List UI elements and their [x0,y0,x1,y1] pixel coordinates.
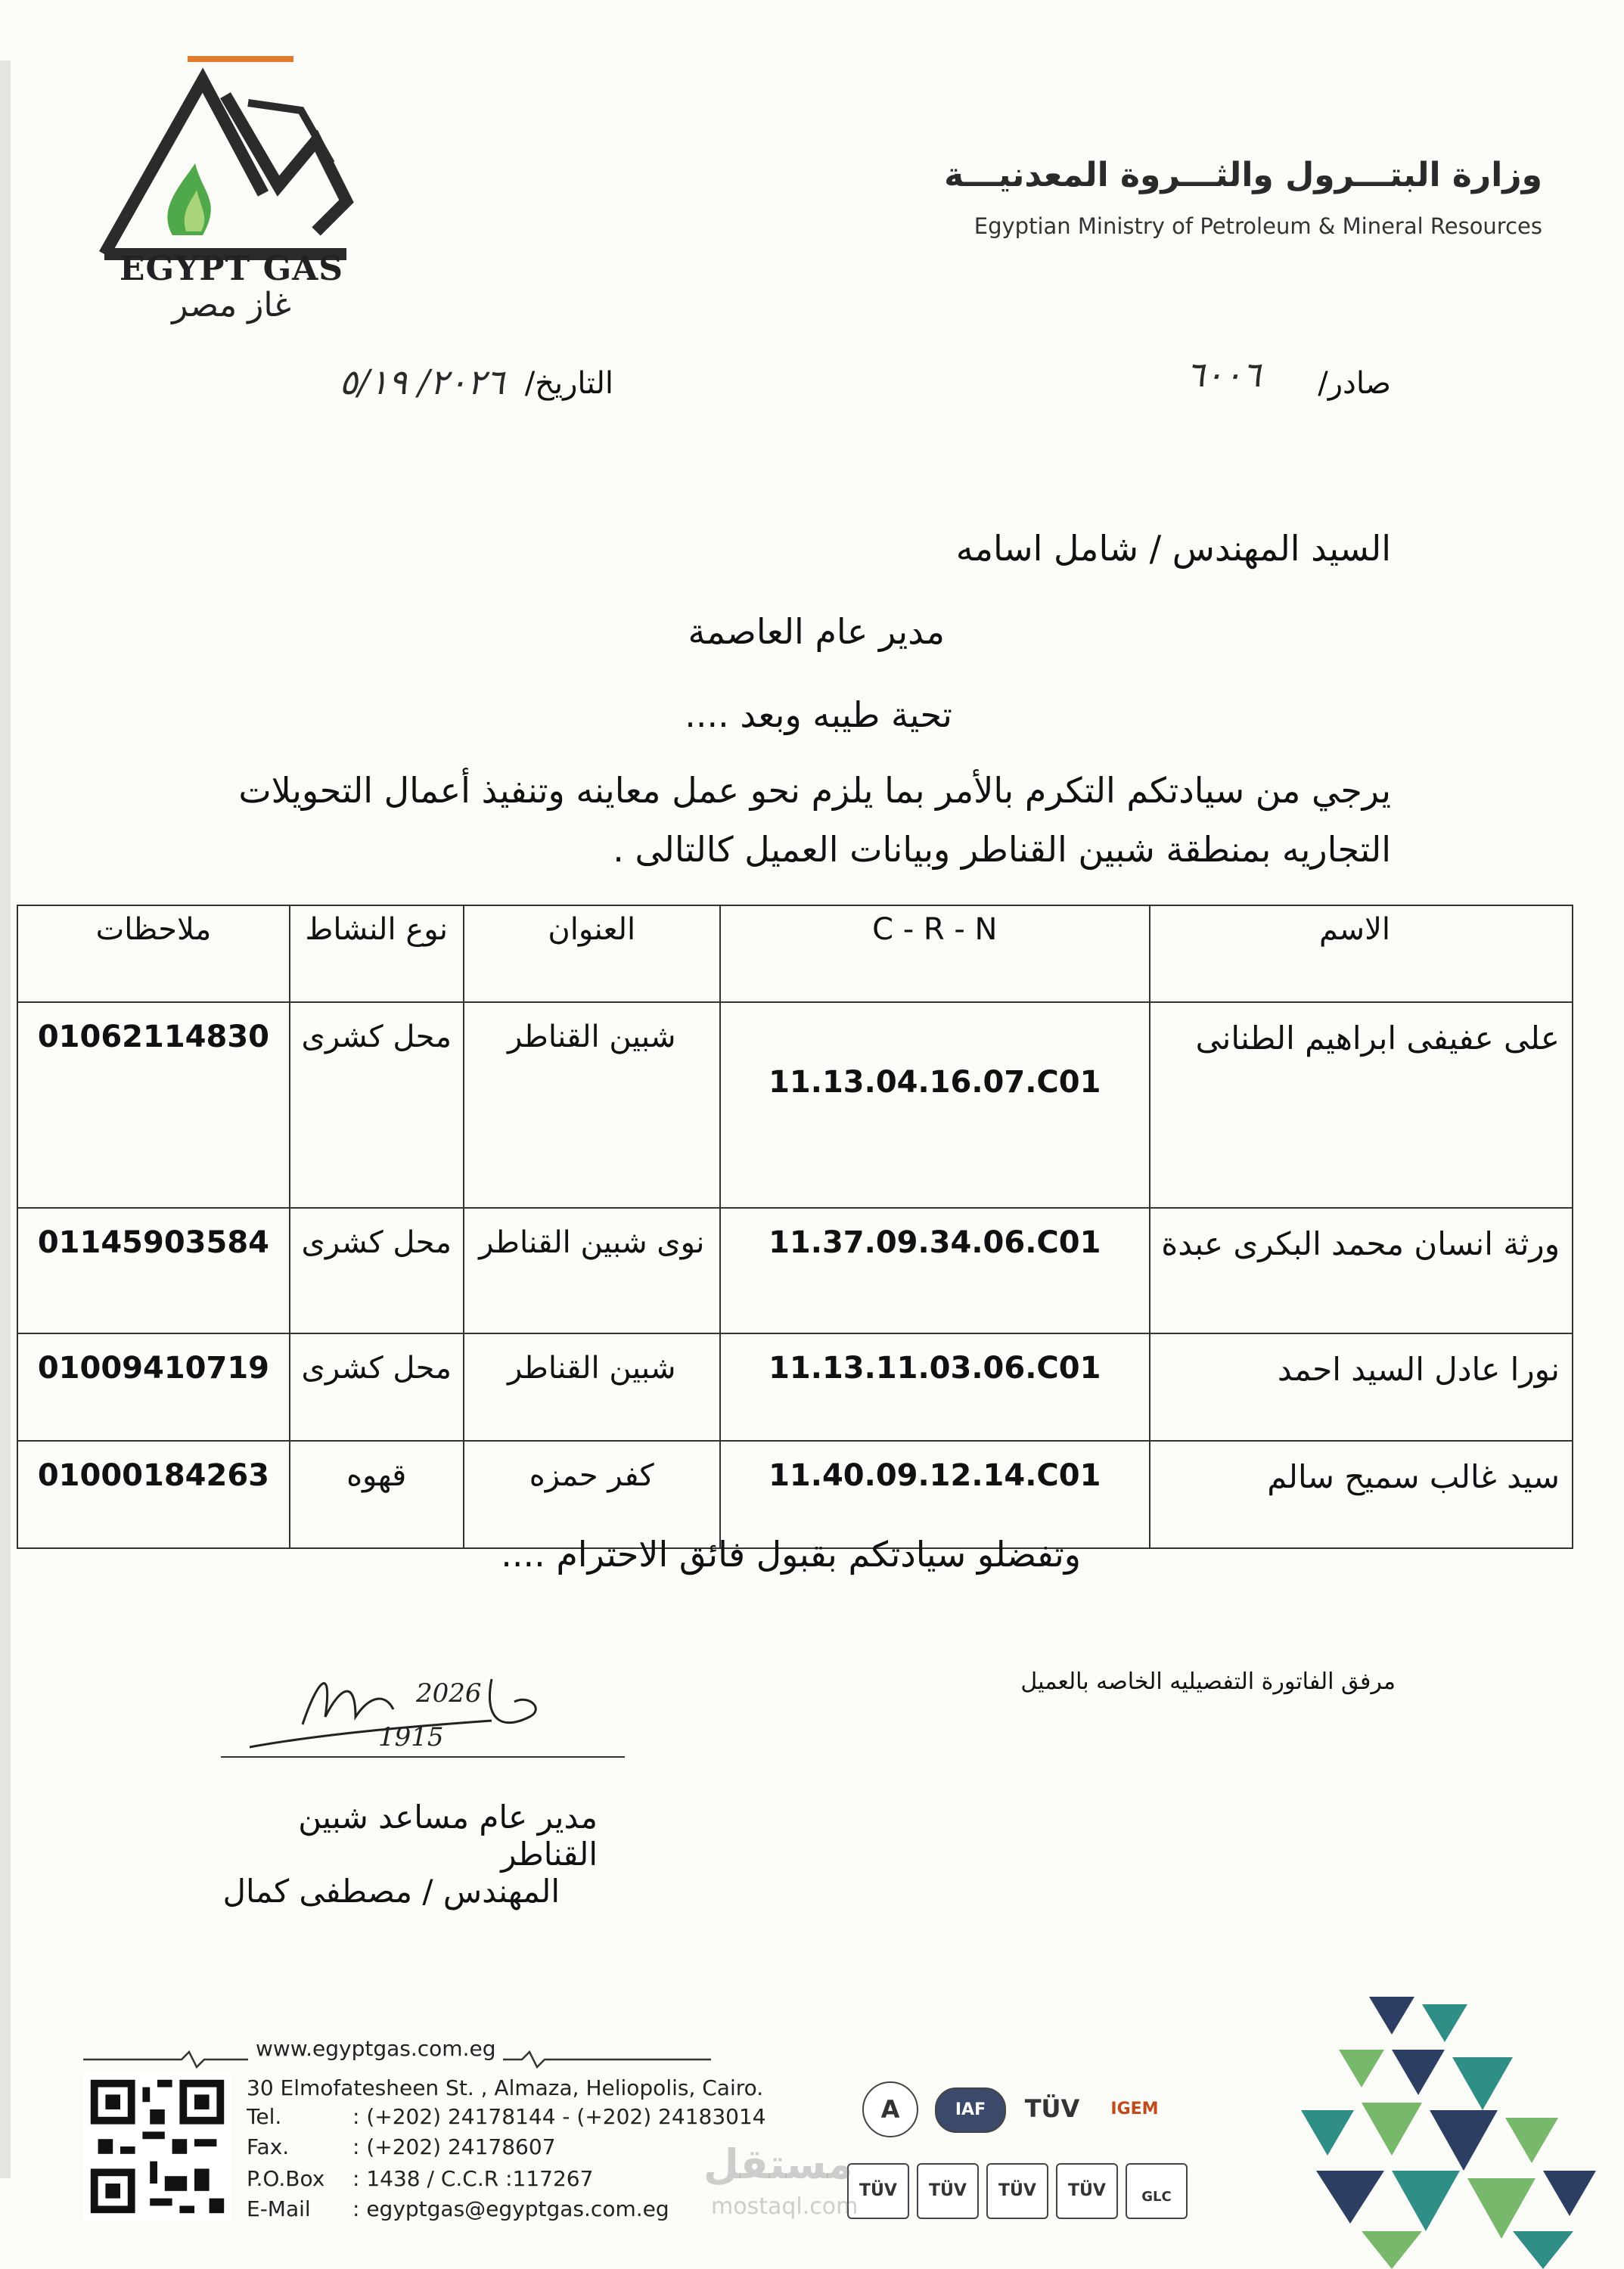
cell-activity: قهوه [290,1441,464,1548]
cell-crn: 11.13.04.16.07.C01 [720,1002,1150,1208]
handwritten-signature [242,1649,560,1755]
date-label: التاريخ/ [524,366,613,401]
ref-label: صادر/ [1318,366,1391,401]
customers-table [17,905,1573,1549]
footer-label: P.O.Box [247,2166,325,2191]
footer-value: : 1438 / C.C.R :117267 [352,2166,594,2191]
cell-name: نورا عادل السيد احمد [1150,1333,1573,1441]
footer-label: Fax. [247,2134,290,2159]
table-row [17,1333,1573,1441]
cell-crn: 11.40.09.12.14.C01 [720,1441,1150,1548]
footer-row-pobox [247,2166,593,2191]
attachment-note: مرفق الفاتورة التفصيليه الخاصه بالعميل [1020,1668,1396,1695]
cell-crn: 11.13.11.03.06.C01 [720,1333,1150,1441]
ref-value: ٦٠٠٦ [1186,354,1261,395]
header-address: العنوان [464,905,720,1002]
footer-label: Tel. [247,2104,282,2129]
footer-label: E-Mail [247,2196,311,2221]
date-value: ٢٠٢٦/ ٥/١٩ [339,362,505,402]
qr-code-icon [83,2072,231,2221]
signature-number: 1915 [378,1722,444,1752]
ministry-name-en: Egyptian Ministry of Petroleum & Mineral Resources [973,213,1542,239]
cell-address: كفر حمزه [464,1441,720,1548]
table-row [17,1441,1573,1548]
watermark-url: mostaql.com [711,2193,859,2220]
footer-value: : (+202) 24178144 - (+202) 24183014 [352,2104,766,2129]
table-row [17,1002,1573,1208]
cell-address: نوى شبين القناطر [464,1208,720,1333]
cell-activity: محل كشرى [290,1002,464,1208]
signature-line [221,1756,625,1758]
header-notes: ملاحظات [17,905,290,1002]
cell-activity: محل كشرى [290,1208,464,1333]
cell-notes: 01000184263 [17,1441,290,1548]
cell-name: ورثة انسان محمد البكرى عبدة [1150,1208,1573,1333]
cell-name: على عفيفى ابراهيم الطنانى [1150,1002,1573,1208]
cert-badge-iaf: IAF [935,2087,1006,2133]
cert-badge-a: A [862,2081,918,2137]
addressee: السيد المهندس / شامل اسامه [955,528,1391,569]
body-line-1: يرجي من سيادتكم التكرم بالأمر بما يلزم نحو عمل معاينه وتنفيذ أعمال التحويلات [238,770,1391,811]
signatory-name: المهندس / مصطفى كمال [222,1873,560,1910]
cell-notes: 01009410719 [17,1333,290,1441]
cell-notes: 01145903584 [17,1208,290,1333]
cert-badge-glc: GLC [1126,2163,1188,2219]
cell-address: شبين القناطر [464,1333,720,1441]
watermark-text: مستقل [703,2140,853,2188]
cell-notes: 01062114830 [17,1002,290,1208]
cert-badge-tuv: TÜV [847,2163,909,2219]
addressee-position: مدير عام العاصمة [688,611,945,652]
cell-address: شبين القناطر [464,1002,720,1208]
footer-row-tel [247,2104,766,2129]
table-header-row [17,905,1573,1002]
cert-badge-tuv: TÜV [986,2163,1048,2219]
footer-address: 30 Elmofatesheen St. , Almaza, Heliopolis, Cairo. [247,2075,764,2100]
cell-crn: 11.37.09.34.06.C01 [720,1208,1150,1333]
page-edge [0,61,11,2178]
closing-line: وتفضلو سيادتكم بقبول فائق الاحترام .... [501,1534,1081,1575]
ministry-name-ar: وزارة البتـــرول والثـــروة المعدنيـــة [944,156,1542,194]
body-line-2: التجاريه بمنطقة شبين القناطر وبيانات العميل كالتالى . [613,829,1391,870]
cert-badge-tuv: TÜV [917,2163,979,2219]
cert-badge-tuv: TÜV [1024,2094,1080,2123]
footer-value: : (+202) 24178607 [352,2134,556,2159]
logo-text-ar: غاز مصر [172,286,291,324]
decorative-triangles [1271,1982,1604,2269]
footer-row-email [247,2196,669,2221]
footer-value: : egyptgas@egyptgas.com.eg [352,2196,669,2221]
signature-year: 2026 [416,1678,482,1709]
cell-activity: محل كشرى [290,1333,464,1441]
cell-name: سيد غالب سميح سالم [1150,1441,1573,1548]
header-crn: C - R - N [720,905,1150,1002]
footer-row-fax [247,2134,556,2159]
header-name: الاسم [1150,905,1573,1002]
table-row [17,1208,1573,1333]
greeting: تحية طيبه وبعد .... [685,694,952,735]
logo-text-en: EGYPT GAS [119,250,344,288]
footer-website: www.egyptgas.com.eg [248,2036,503,2061]
cert-badge-tuv: TÜV [1056,2163,1118,2219]
header-activity: نوع النشاط [290,905,464,1002]
cert-badge-igem: IGEM [1110,2100,1159,2118]
signatory-title: مدير عام مساعد شبين القناطر [298,1799,598,1873]
